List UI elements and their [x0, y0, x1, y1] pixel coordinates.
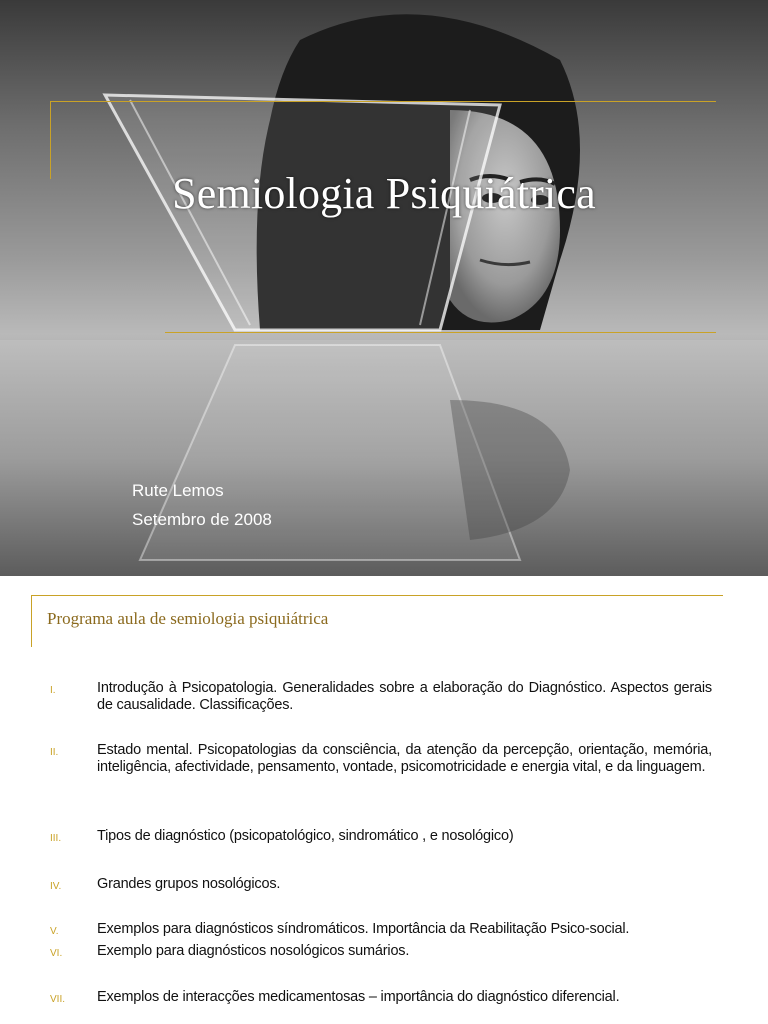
program-title: Programa aula de semiologia psiquiátrica [47, 609, 329, 628]
author-name: Rute Lemos [132, 481, 224, 500]
item-number: IV. [50, 881, 62, 892]
slide-title: Semiologia Psiquiátrica [172, 169, 596, 218]
item-number: II. [50, 747, 59, 758]
item-number: VI. [50, 948, 63, 959]
bottom-accent-line [165, 332, 716, 333]
item-text: Grandes grupos nosológicos. [97, 876, 281, 892]
top-accent-line [50, 101, 716, 102]
item-number: III. [50, 833, 62, 844]
title-accent-line [31, 595, 723, 596]
item-text: Exemplos de interacções medicamentosas – importância do diagnóstico diferencial. [97, 989, 620, 1005]
item-text: Exemplo para diagnósticos nosológicos sumários. [97, 943, 410, 959]
presentation-date: Setembro de 2008 [132, 510, 272, 529]
item-number: V. [50, 926, 59, 937]
program-slide [0, 576, 768, 1024]
item-text: Exemplos para diagnósticos síndromáticos. Importância da Reabilitação Psico-social. [97, 921, 630, 937]
item-number: VII. [50, 994, 66, 1005]
item-text: Introdução à Psicopatologia. Generalidades sobre a elaboração do Diagnóstico. Aspectos gerais de causalidade. Classificações. [97, 680, 712, 713]
title-accent-vertical [31, 595, 32, 647]
item-text: Estado mental. Psicopatologias da consciência, da atenção da percepção, orientação, memória, inteligência, afectividade, pensamento, vontade, psicomotricidade e energia vital, e da linguagem. [97, 742, 712, 775]
item-text: Tipos de diagnóstico (psicopatológico, sindromático , e nosológico) [97, 828, 514, 844]
item-number: I. [50, 685, 56, 696]
